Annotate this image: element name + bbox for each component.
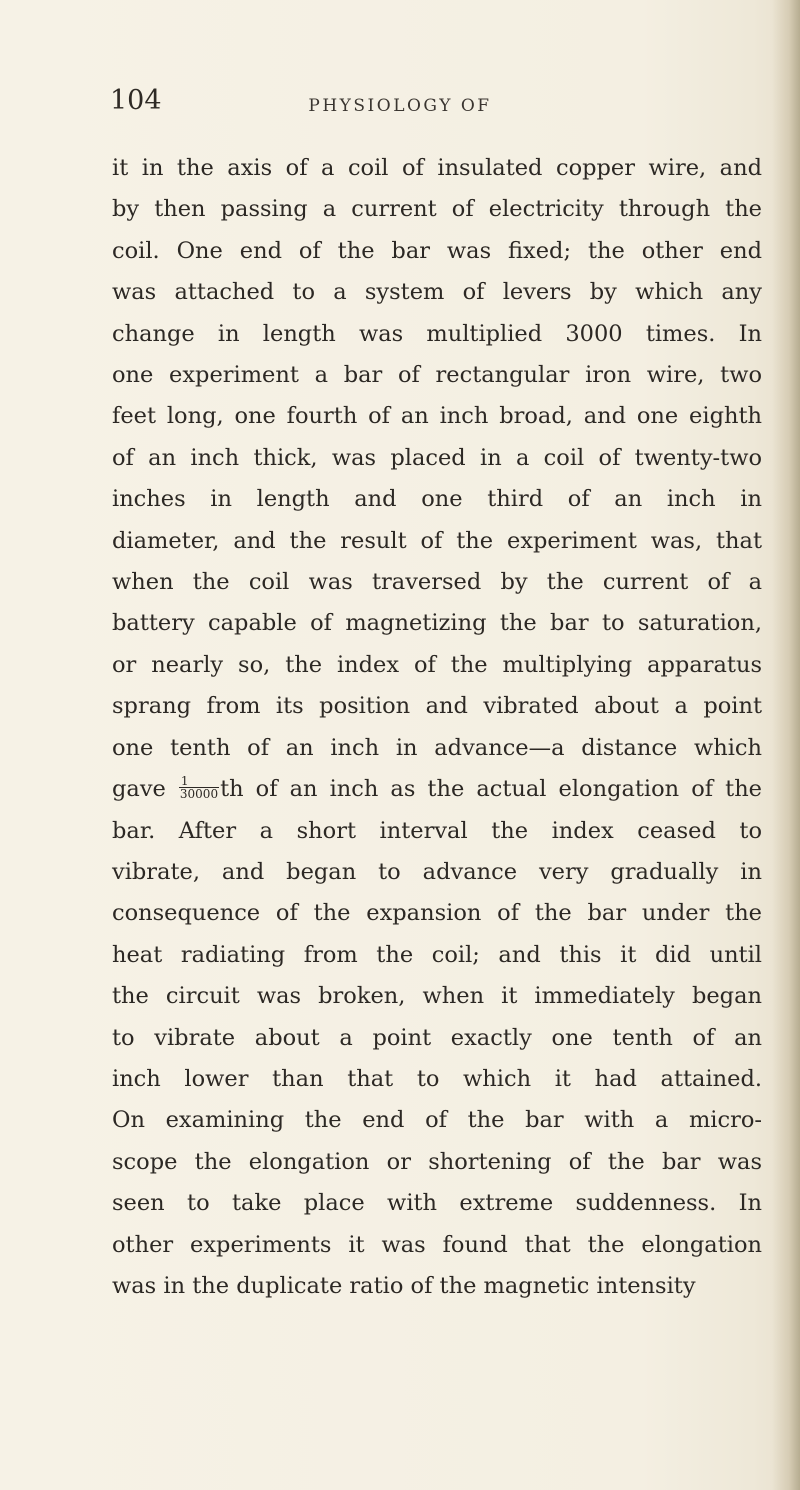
fraction-denominator: 30000: [179, 786, 219, 801]
text-line: consequence of the expansion of the bar under the: [112, 900, 762, 927]
text-line: sprang from its position and vibrated about a point: [112, 693, 762, 720]
text-line: one tenth of an inch in advance—a distance which: [112, 734, 762, 761]
text-line-with-fraction: [112, 769, 762, 810]
text-line: it in the axis of a coil of insulated copper wire, and: [112, 155, 762, 181]
text-line: scope the elongation or shortening of the bar was: [112, 1148, 762, 1175]
text-line: or nearly so, the index of the multiplying apparatus: [112, 651, 762, 678]
text-line: inches in length and one third of an inch in: [112, 486, 762, 513]
body-text: [112, 148, 762, 1307]
page-edge-shadow: [772, 0, 800, 1490]
text-line: diameter, and the result of the experiment was, that: [112, 527, 762, 554]
fraction-line-after: th of an inch as the actual elongation of the: [220, 776, 762, 803]
text-line: change in length was multiplied 3000 times. In: [112, 320, 762, 347]
text-line: battery capable of magnetizing the bar to saturation,: [112, 610, 762, 637]
fraction: [179, 775, 219, 800]
text-line: by then passing a current of electricity through the: [112, 196, 762, 223]
fraction-line-before: gave: [112, 776, 178, 803]
text-line: bar. After a short interval the index ceased to: [112, 817, 762, 844]
text-line: vibrate, and began to advance very gradually in: [112, 858, 762, 885]
text-line: heat radiating from the coil; and this it did until: [112, 941, 762, 968]
text-line: the circuit was broken, when it immediately began: [112, 983, 762, 1010]
running-head: PHYSIOLOGY OF: [308, 96, 492, 116]
text-line: one experiment a bar of rectangular iron wire, two: [112, 362, 762, 389]
text-line: On examining the end of the bar with a micro-: [112, 1107, 762, 1134]
text-line: of an inch thick, was placed in a coil of twenty-two: [112, 444, 762, 471]
text-line: inch lower than that to which it had attained.: [112, 1065, 762, 1092]
fraction-numerator: 1: [179, 775, 219, 788]
page-number: 104: [110, 85, 162, 116]
text-line: when the coil was traversed by the current of a: [112, 569, 762, 596]
text-line: was in the duplicate ratio of the magnetic intensity: [112, 1272, 696, 1299]
text-line: to vibrate about a point exactly one tenth of an: [112, 1024, 762, 1051]
text-line: feet long, one fourth of an inch broad, and one eighth: [112, 403, 762, 430]
text-line: coil. One end of the bar was fixed; the other end: [112, 237, 762, 264]
text-line: was attached to a system of levers by which any: [112, 279, 762, 306]
text-line: seen to take place with extreme suddenness. In: [112, 1190, 762, 1217]
text-line: other experiments it was found that the elongation: [112, 1231, 762, 1258]
